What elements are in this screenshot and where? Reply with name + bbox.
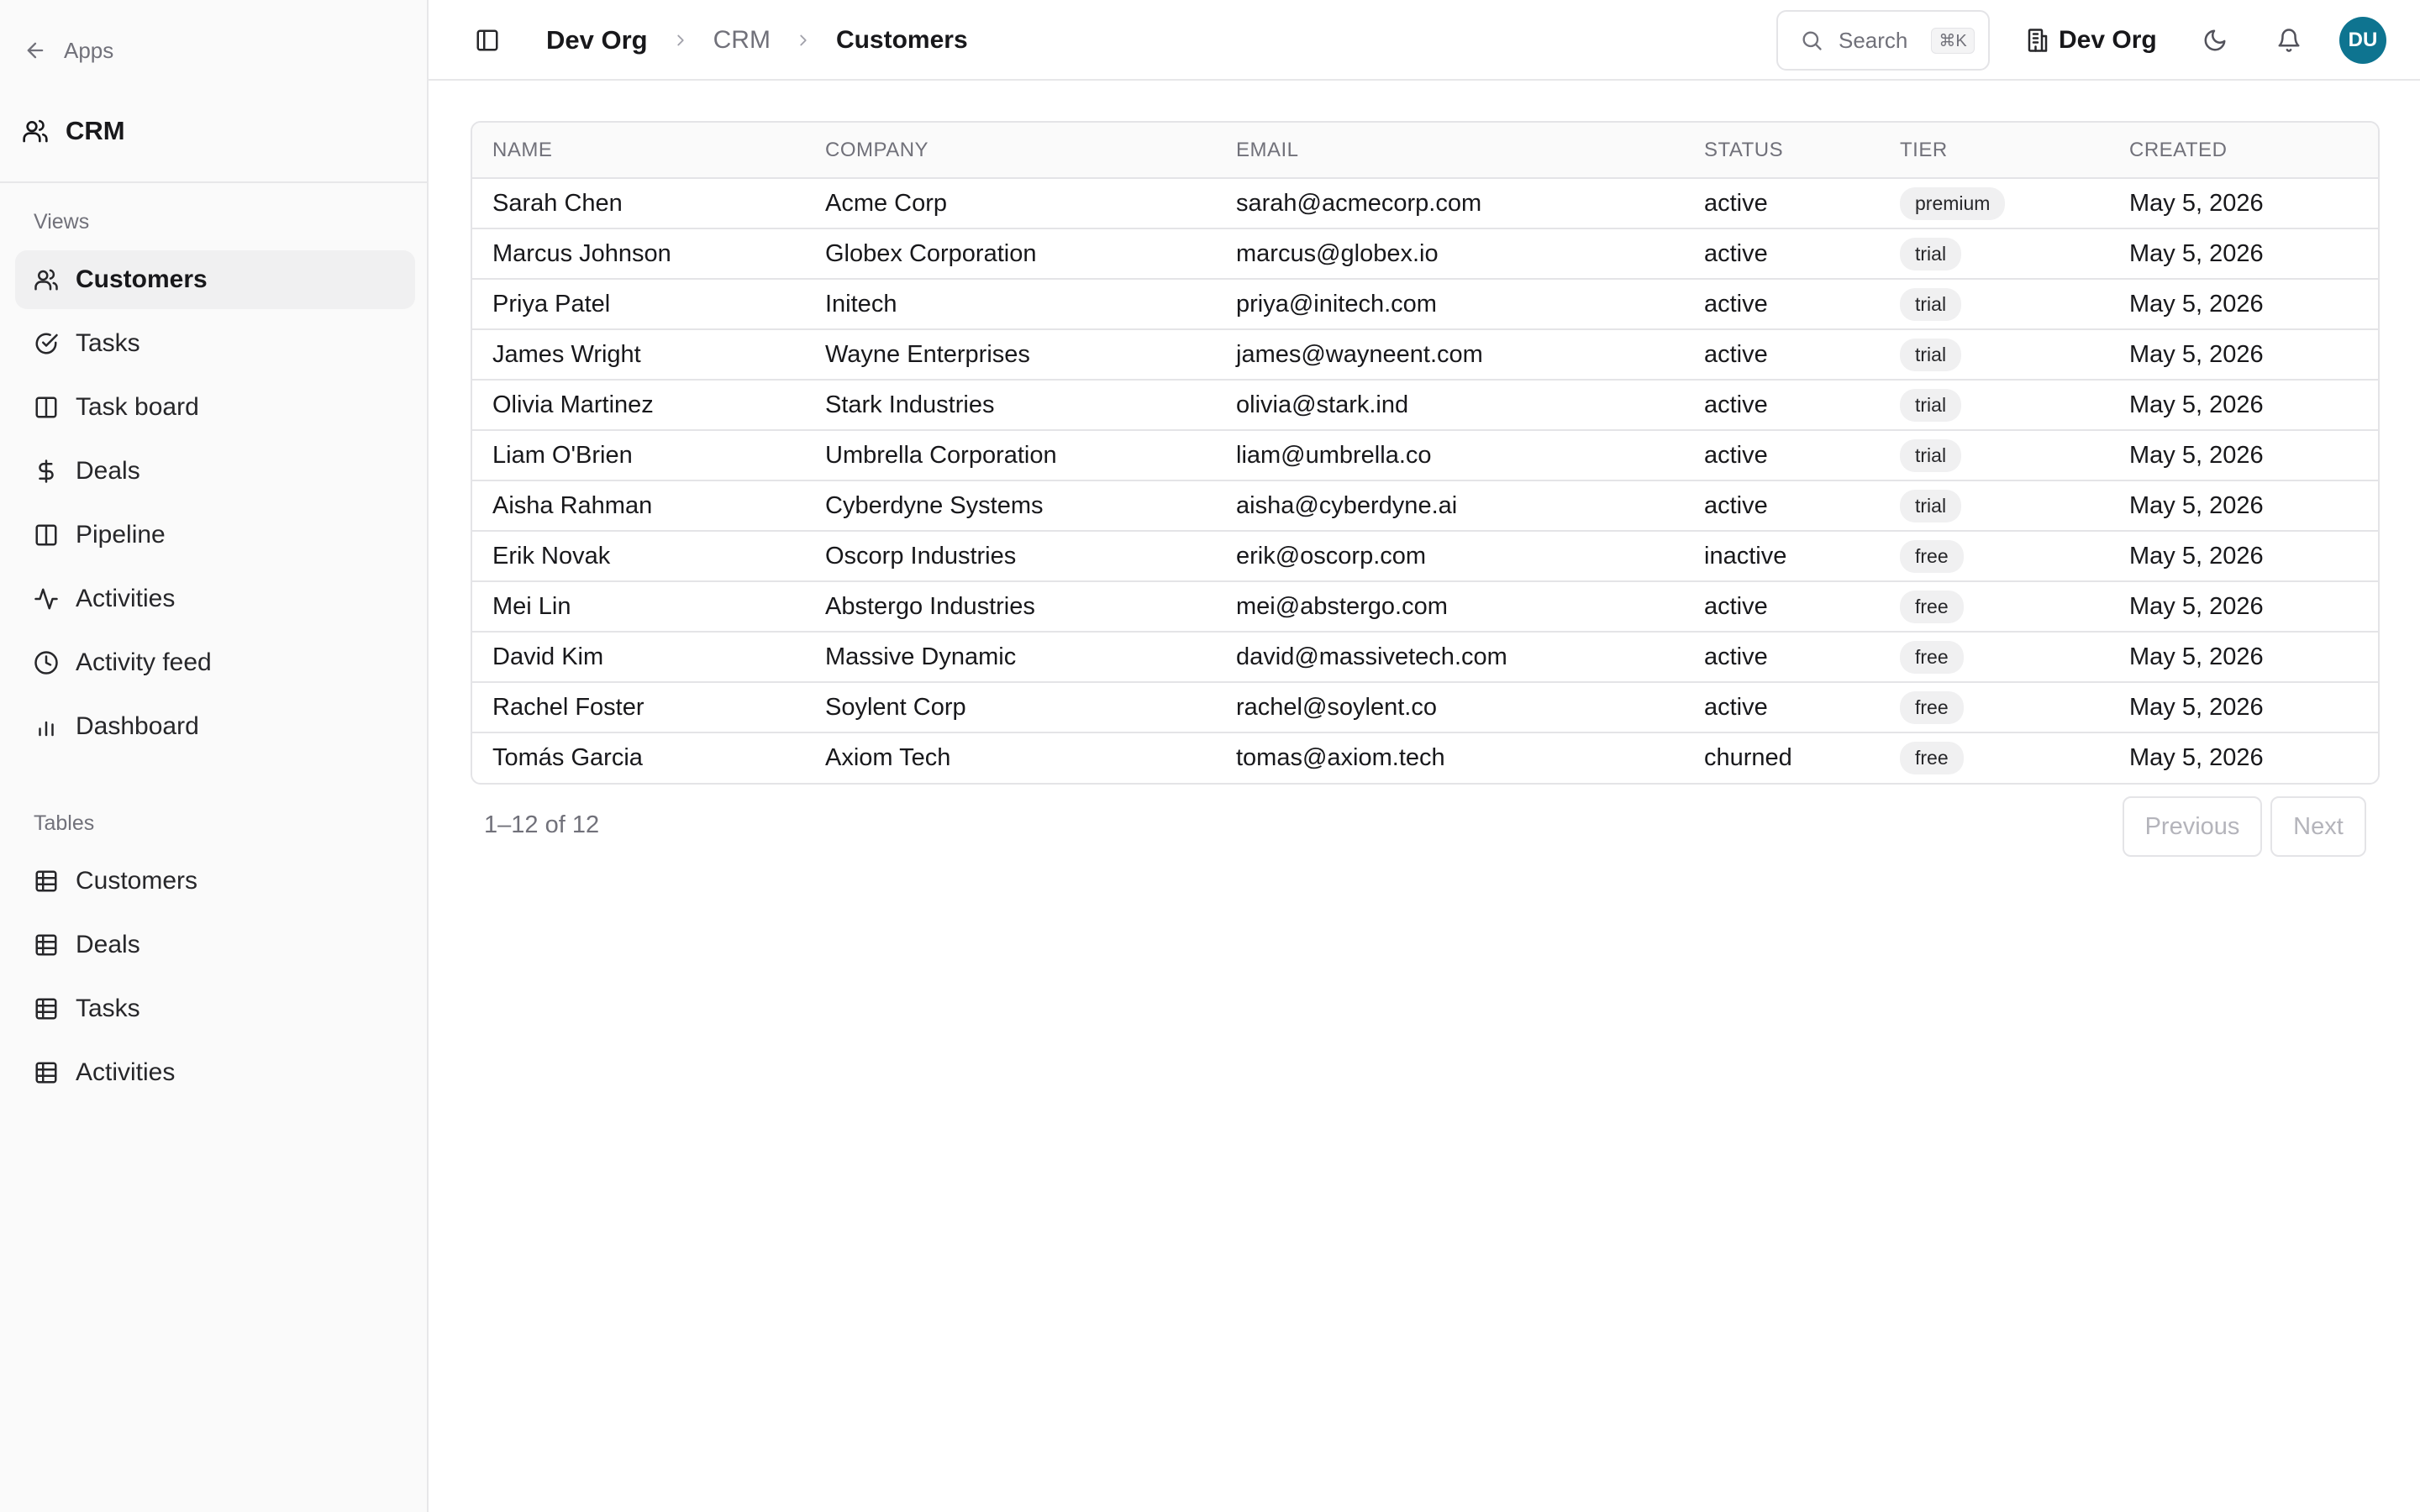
tier-badge: trial xyxy=(1900,439,1961,472)
cell-created: May 5, 2026 xyxy=(2129,542,2264,570)
table-row[interactable] xyxy=(472,682,2378,732)
cell-tier xyxy=(1880,632,2109,682)
cell-email: mei@abstergo.com xyxy=(1236,592,1448,620)
theme-toggle-button[interactable] xyxy=(2191,17,2238,64)
columns-icon xyxy=(34,395,59,420)
cell-created: May 5, 2026 xyxy=(2129,491,2264,519)
cell-status: active xyxy=(1704,643,1768,670)
cell-name: Olivia Martinez xyxy=(492,391,654,418)
next-page-button[interactable]: Next xyxy=(2270,796,2366,857)
cell-name: Mei Lin xyxy=(492,592,571,620)
chevron-right-icon xyxy=(794,31,813,50)
column-header-tier[interactable]: TIER xyxy=(1900,138,1948,161)
table-row[interactable] xyxy=(472,329,2378,380)
app-title-label: CRM xyxy=(66,116,125,145)
tier-badge: trial xyxy=(1900,490,1961,522)
table-row[interactable] xyxy=(472,279,2378,329)
cell-status: churned xyxy=(1704,744,1792,771)
cell-status: active xyxy=(1704,491,1768,519)
table-icon xyxy=(34,869,59,894)
cell-created: May 5, 2026 xyxy=(2129,189,2264,217)
sidebar-item-deals[interactable] xyxy=(15,442,415,501)
cell-created: May 5, 2026 xyxy=(2129,693,2264,721)
cell-tier xyxy=(1880,329,2109,380)
cell-tier xyxy=(1880,682,2109,732)
cell-created: May 5, 2026 xyxy=(2129,290,2264,318)
sidebar-table-tasks[interactable] xyxy=(15,979,415,1038)
notifications-button[interactable] xyxy=(2265,17,2312,64)
tier-badge: trial xyxy=(1900,389,1961,422)
moon-icon xyxy=(2202,28,2228,53)
tables-section-label: Tables xyxy=(34,811,95,835)
cell-status: inactive xyxy=(1704,542,1787,570)
sidebar-item-label: Customers xyxy=(76,867,198,895)
sidebar-item-label: Tasks xyxy=(76,995,140,1022)
sidebar-item-label: Activities xyxy=(76,1058,176,1086)
breadcrumb xyxy=(546,0,968,81)
tier-badge: free xyxy=(1900,591,1964,623)
toggle-sidebar-button[interactable] xyxy=(464,17,511,64)
tier-badge: free xyxy=(1900,742,1964,774)
table-row[interactable] xyxy=(472,178,2378,228)
sidebar-item-label: Activities xyxy=(76,585,176,612)
tier-badge: premium xyxy=(1900,187,2005,220)
tier-badge: free xyxy=(1900,540,1964,573)
cell-company: Initech xyxy=(825,290,897,318)
column-header-status[interactable]: STATUS xyxy=(1704,138,1784,161)
search-shortcut: ⌘K xyxy=(1931,28,1974,54)
cell-company: Abstergo Industries xyxy=(825,592,1035,620)
cell-created: May 5, 2026 xyxy=(2129,391,2264,418)
sidebar-item-pipeline[interactable] xyxy=(15,506,415,564)
tier-badge: trial xyxy=(1900,339,1961,371)
cell-email: erik@oscorp.com xyxy=(1236,542,1427,570)
views-section-label: Views xyxy=(34,210,90,234)
bell-icon xyxy=(2276,28,2302,53)
org-switcher[interactable] xyxy=(2025,17,2157,64)
users-icon xyxy=(34,267,59,292)
cell-status: active xyxy=(1704,441,1768,469)
cell-email: david@massivetech.com xyxy=(1236,643,1507,670)
table-row[interactable] xyxy=(472,228,2378,279)
table-row[interactable] xyxy=(472,430,2378,480)
table-body xyxy=(472,178,2378,783)
cell-name: Tomás Garcia xyxy=(492,744,643,771)
cell-company: Acme Corp xyxy=(825,189,948,217)
cell-name: David Kim xyxy=(492,643,604,670)
cell-created: May 5, 2026 xyxy=(2129,744,2264,771)
pagination-range: 1–12 of 12 xyxy=(484,811,600,838)
sidebar-item-tasks[interactable] xyxy=(15,314,415,373)
cell-name: Erik Novak xyxy=(492,542,611,570)
sidebar-item-label: Deals xyxy=(76,457,140,485)
tier-badge: trial xyxy=(1900,288,1961,321)
cell-name: James Wright xyxy=(492,340,641,368)
sidebar-item-customers[interactable] xyxy=(15,250,415,309)
sidebar-table-customers[interactable] xyxy=(15,852,415,911)
cell-status: active xyxy=(1704,391,1768,418)
activity-icon xyxy=(34,586,59,612)
cell-created: May 5, 2026 xyxy=(2129,592,2264,620)
sidebar-item-label: Pipeline xyxy=(76,521,166,549)
sidebar-toggle-icon xyxy=(475,28,500,53)
cell-email: rachel@soylent.co xyxy=(1236,693,1437,721)
cell-status: active xyxy=(1704,290,1768,318)
cell-email: sarah@acmecorp.com xyxy=(1236,189,1482,217)
table-row[interactable] xyxy=(472,480,2378,531)
cell-tier xyxy=(1880,178,2109,228)
cell-tier xyxy=(1880,581,2109,632)
sidebar-table-activities[interactable] xyxy=(15,1043,415,1102)
cell-created: May 5, 2026 xyxy=(2129,239,2264,267)
cell-tier xyxy=(1880,480,2109,531)
tier-badge: trial xyxy=(1900,238,1961,270)
cell-email: olivia@stark.ind xyxy=(1236,391,1409,418)
cell-name: Rachel Foster xyxy=(492,693,644,721)
cell-status: active xyxy=(1704,239,1768,267)
table-row[interactable] xyxy=(472,581,2378,632)
cell-name: Aisha Rahman xyxy=(492,491,653,519)
search-label: Search xyxy=(1839,27,1908,53)
table-row[interactable] xyxy=(472,632,2378,682)
cell-email: liam@umbrella.co xyxy=(1236,441,1432,469)
cell-tier xyxy=(1880,228,2109,279)
cell-status: active xyxy=(1704,340,1768,368)
cell-created: May 5, 2026 xyxy=(2129,441,2264,469)
column-header-name[interactable]: NAME xyxy=(492,138,553,161)
column-header-company[interactable]: COMPANY xyxy=(825,138,929,161)
cell-status: active xyxy=(1704,189,1768,217)
previous-page-button[interactable]: Previous xyxy=(2123,796,2262,857)
sidebar-item-activities[interactable] xyxy=(15,570,415,628)
cell-email: james@wayneent.com xyxy=(1236,340,1483,368)
app-title xyxy=(22,113,125,150)
cell-email: priya@initech.com xyxy=(1236,290,1437,318)
cell-tier xyxy=(1880,732,2109,783)
cell-created: May 5, 2026 xyxy=(2129,340,2264,368)
cell-created: May 5, 2026 xyxy=(2129,643,2264,670)
cell-email: marcus@globex.io xyxy=(1236,239,1439,267)
clock-icon xyxy=(34,650,59,675)
avatar[interactable]: DU xyxy=(2339,17,2386,64)
breadcrumb-current: Customers xyxy=(835,26,968,54)
cell-company: Umbrella Corporation xyxy=(825,441,1057,469)
table-icon xyxy=(34,996,59,1021)
cell-status: active xyxy=(1704,592,1768,620)
cell-name: Priya Patel xyxy=(492,290,611,318)
table-row[interactable] xyxy=(472,380,2378,430)
top-bar xyxy=(429,0,2420,81)
table-header-row xyxy=(472,123,2378,178)
sidebar-item-label: Deals xyxy=(76,931,140,958)
bar-chart-icon xyxy=(34,714,59,739)
cell-company: Axiom Tech xyxy=(825,744,951,771)
cell-company: Globex Corporation xyxy=(825,239,1037,267)
column-header-created[interactable]: CREATED xyxy=(2129,138,2228,161)
search-button[interactable] xyxy=(1776,10,1990,71)
org-name: Dev Org xyxy=(2059,26,2157,54)
cell-company: Wayne Enterprises xyxy=(825,340,1030,368)
users-icon xyxy=(22,118,49,144)
table-icon xyxy=(34,932,59,958)
sidebar-table-deals[interactable] xyxy=(15,916,415,974)
columns-icon xyxy=(34,522,59,548)
search-icon xyxy=(1800,29,1823,52)
cell-tier xyxy=(1880,380,2109,430)
sidebar-item-label: Dashboard xyxy=(76,712,199,740)
back-link-label: Apps xyxy=(64,37,114,63)
cell-status: active xyxy=(1704,693,1768,721)
check-circle-icon xyxy=(34,331,59,356)
cell-email: tomas@axiom.tech xyxy=(1236,744,1445,771)
sidebar-item-task-board[interactable] xyxy=(15,378,415,437)
cell-tier xyxy=(1880,430,2109,480)
arrow-left-icon xyxy=(24,39,47,62)
sidebar xyxy=(0,0,429,1512)
cell-company: Oscorp Industries xyxy=(825,542,1017,570)
dollar-icon xyxy=(34,459,59,484)
chevron-right-icon xyxy=(671,31,690,50)
table-row[interactable] xyxy=(472,732,2378,783)
sidebar-item-label: Activity feed xyxy=(76,648,212,676)
column-header-email[interactable]: EMAIL xyxy=(1236,138,1299,161)
cell-company: Massive Dynamic xyxy=(825,643,1017,670)
tables-nav xyxy=(15,852,415,1107)
cell-company: Soylent Corp xyxy=(825,693,966,721)
tier-badge: free xyxy=(1900,691,1964,724)
tier-badge: free xyxy=(1900,641,1964,674)
cell-name: Marcus Johnson xyxy=(492,239,671,267)
sidebar-item-activity-feed[interactable] xyxy=(15,633,415,692)
breadcrumb-app[interactable]: CRM xyxy=(713,26,771,54)
back-to-apps-link[interactable] xyxy=(24,34,113,67)
building-icon xyxy=(2025,28,2050,53)
cell-name: Sarah Chen xyxy=(492,189,623,217)
customers-table xyxy=(471,121,2380,785)
sidebar-item-label: Task board xyxy=(76,393,199,421)
views-nav xyxy=(15,250,415,761)
cell-tier xyxy=(1880,531,2109,581)
cell-tier xyxy=(1880,279,2109,329)
cell-name: Liam O'Brien xyxy=(492,441,633,469)
cell-email: aisha@cyberdyne.ai xyxy=(1236,491,1458,519)
breadcrumb-org[interactable]: Dev Org xyxy=(546,25,648,55)
cell-company: Cyberdyne Systems xyxy=(825,491,1044,519)
sidebar-divider xyxy=(0,181,427,183)
sidebar-item-dashboard[interactable] xyxy=(15,697,415,756)
sidebar-item-label: Tasks xyxy=(76,329,140,357)
sidebar-item-label: Customers xyxy=(76,265,208,293)
cell-company: Stark Industries xyxy=(825,391,995,418)
table-icon xyxy=(34,1060,59,1085)
table-row[interactable] xyxy=(472,531,2378,581)
